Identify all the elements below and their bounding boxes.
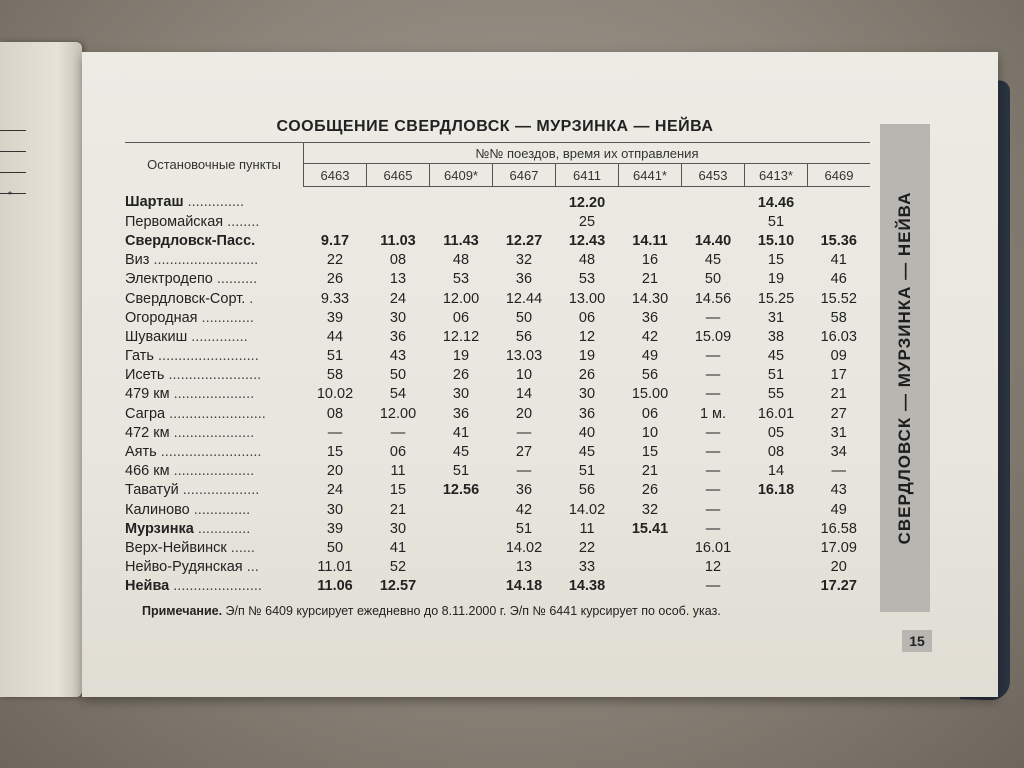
time-cell: 12.20 <box>568 194 606 211</box>
time-cell <box>430 212 493 231</box>
time-cell: — <box>705 367 721 384</box>
stop-name: Свердловск-Пасс. <box>125 232 256 249</box>
stop-name-cell <box>125 519 304 538</box>
time-cell: 51 <box>452 463 470 480</box>
time-cell: 13.03 <box>505 348 543 365</box>
time-cell: 34 <box>830 444 847 461</box>
time-cell: 50 <box>515 309 533 326</box>
time-cell: 15.00 <box>631 386 669 403</box>
time-cell: 14.02 <box>568 501 606 518</box>
stop-name-cell <box>125 212 304 231</box>
time-cell: 12 <box>578 328 596 345</box>
stop-name: Нейва <box>125 578 170 595</box>
table-row <box>125 500 870 519</box>
time-cell <box>493 187 556 213</box>
time-cell: 31 <box>830 424 847 441</box>
leader-dots: .................... <box>169 463 255 480</box>
time-cell: 41 <box>389 539 407 556</box>
leader-dots: .................... <box>169 386 255 403</box>
time-cell: 39 <box>326 309 344 326</box>
time-cell: 26 <box>578 367 596 384</box>
time-cell: 16 <box>641 252 659 269</box>
time-cell: — <box>705 348 721 365</box>
stop-name: Гать <box>125 348 154 365</box>
footnote-label: Примечание. <box>142 604 223 618</box>
time-cell: 20 <box>326 463 344 480</box>
table-row <box>125 327 870 346</box>
time-cell: 56 <box>515 328 533 345</box>
time-cell: 32 <box>641 501 659 518</box>
leader-dots: ........ <box>223 213 260 230</box>
stop-name-cell <box>125 442 304 461</box>
leader-dots: ... <box>242 559 259 576</box>
time-cell <box>745 519 808 538</box>
time-cell: 14.18 <box>505 578 543 595</box>
time-cell <box>619 538 682 557</box>
leader-dots: .......... <box>212 271 258 288</box>
leader-dots: ...................... <box>169 578 262 595</box>
stop-name-cell <box>125 385 304 404</box>
time-cell: 21 <box>830 386 847 403</box>
time-cell: 41 <box>452 424 470 441</box>
time-cell: 30 <box>389 309 407 326</box>
time-cell: 15 <box>389 482 407 499</box>
time-cell: 42 <box>641 328 659 345</box>
time-cell: 19 <box>767 271 785 288</box>
stop-name-cell <box>125 308 304 327</box>
time-cell: 50 <box>704 271 722 288</box>
leader-dots: ......................... <box>153 348 259 365</box>
side-tab <box>880 124 930 612</box>
table-row <box>125 442 870 461</box>
time-cell: 08 <box>326 405 344 422</box>
time-cell: 14.02 <box>505 539 543 556</box>
time-cell: — <box>705 463 721 480</box>
time-cell: 15.36 <box>820 232 857 249</box>
train-number: 6409* <box>430 164 493 187</box>
table-row <box>125 538 870 557</box>
time-cell: 14.56 <box>694 290 732 307</box>
time-cell: 17.09 <box>820 539 857 556</box>
table-row <box>125 481 870 500</box>
time-cell <box>745 500 808 519</box>
leader-dots: .......................... <box>149 252 259 269</box>
side-tab-label: СВЕРДЛОВСК — МУРЗИНКА — НЕЙВА <box>895 191 914 545</box>
time-cell: 51 <box>515 520 533 537</box>
time-cell: 15.25 <box>757 290 795 307</box>
time-cell: — <box>705 309 721 326</box>
time-cell: 46 <box>830 271 847 288</box>
table-row <box>125 423 870 442</box>
timetable-title: СООБЩЕНИЕ СВЕРДЛОВСК — МУРЗИНКА — НЕЙВА <box>276 118 714 135</box>
leader-dots: .............. <box>189 501 251 518</box>
stop-name-cell <box>125 327 304 346</box>
time-cell: 12.27 <box>505 232 543 249</box>
time-cell: 38 <box>767 328 785 345</box>
time-cell: 14.40 <box>694 232 732 249</box>
time-cell: 06 <box>641 405 659 422</box>
time-cell: 14.46 <box>757 194 795 211</box>
time-cell <box>430 187 493 213</box>
leader-dots: ......................... <box>156 444 262 461</box>
time-cell <box>367 212 430 231</box>
time-cell <box>682 212 745 231</box>
leader-dots: . <box>245 290 254 307</box>
time-cell: — <box>705 386 721 403</box>
time-cell: 1 м. <box>699 405 727 422</box>
time-cell <box>493 212 556 231</box>
time-cell: — <box>831 463 846 480</box>
time-cell: 26 <box>452 367 470 384</box>
stop-name-cell <box>125 347 304 366</box>
stop-name: Шувакиш <box>125 328 188 345</box>
time-cell: 16.03 <box>820 328 857 345</box>
time-cell: 36 <box>389 328 407 345</box>
time-cell: 13 <box>515 559 533 576</box>
train-number: 6413* <box>745 164 808 187</box>
header-row <box>125 143 870 164</box>
stop-name: Аять <box>125 444 157 461</box>
train-number: 6469 <box>808 164 871 187</box>
stop-name: Нейво-Рудянская <box>125 559 243 576</box>
time-cell: 14.30 <box>631 290 669 307</box>
time-cell: — <box>705 482 721 499</box>
time-cell: 20 <box>830 559 847 576</box>
time-cell: 56 <box>641 367 659 384</box>
time-cell <box>808 212 871 231</box>
time-cell: 21 <box>641 271 659 288</box>
stop-name: Огородная <box>125 309 198 326</box>
time-cell: 06 <box>389 444 407 461</box>
stop-name-cell <box>125 500 304 519</box>
time-cell: 12.00 <box>379 405 417 422</box>
time-cell: 56 <box>578 482 596 499</box>
time-cell: 51 <box>578 463 596 480</box>
stop-name: Электродепо <box>125 271 213 288</box>
time-cell: 9.17 <box>320 232 350 249</box>
time-cell: 32 <box>515 252 533 269</box>
time-cell: 31 <box>767 309 785 326</box>
train-number: 6467 <box>493 164 556 187</box>
table-row <box>125 251 870 270</box>
table-row <box>125 231 870 250</box>
timetable <box>125 142 870 596</box>
time-cell: 11.01 <box>317 559 353 576</box>
time-cell: 43 <box>830 482 847 499</box>
time-cell <box>430 500 493 519</box>
time-cell: — <box>705 520 721 537</box>
time-cell: 16.01 <box>757 405 795 422</box>
time-cell: 19 <box>578 348 596 365</box>
page-number: 15 <box>902 630 932 652</box>
stop-name-cell <box>125 481 304 500</box>
time-cell: 45 <box>578 444 596 461</box>
time-cell: 11.43 <box>443 232 479 249</box>
time-cell: 19 <box>452 348 470 365</box>
stop-name-cell <box>125 251 304 270</box>
time-cell: 42 <box>515 501 533 518</box>
leader-dots: ....................... <box>164 367 262 384</box>
time-cell <box>430 577 493 596</box>
table-row <box>125 187 870 213</box>
time-cell: 12.00 <box>442 290 480 307</box>
time-cell <box>619 187 682 213</box>
time-cell: 44 <box>326 328 344 345</box>
time-cell: 12.57 <box>379 578 417 595</box>
time-cell: — <box>705 501 721 518</box>
time-cell: 17.27 <box>820 578 857 595</box>
time-cell: 36 <box>452 405 470 422</box>
table-row <box>125 404 870 423</box>
time-cell <box>430 519 493 538</box>
time-cell: 45 <box>452 444 470 461</box>
time-cell: 26 <box>641 482 659 499</box>
time-cell: 21 <box>389 501 407 518</box>
table-row <box>125 519 870 538</box>
time-cell <box>745 538 808 557</box>
table-row <box>125 212 870 231</box>
stop-name: Шарташ <box>125 194 184 211</box>
time-cell: 11.03 <box>380 232 416 249</box>
train-number: 6465 <box>367 164 430 187</box>
time-cell: 22 <box>578 539 596 556</box>
time-cell <box>619 212 682 231</box>
leader-dots: ............. <box>193 520 251 537</box>
stop-name: Мурзинка <box>125 520 194 537</box>
time-cell: 21 <box>641 463 659 480</box>
stop-name-cell <box>125 558 304 577</box>
time-cell: 39 <box>326 520 344 537</box>
time-cell: — <box>705 424 721 441</box>
time-cell: 14.11 <box>632 232 668 249</box>
time-cell <box>745 558 808 577</box>
stop-name-cell <box>125 270 304 289</box>
time-cell: 43 <box>389 348 407 365</box>
time-cell <box>619 577 682 596</box>
time-cell <box>808 187 871 213</box>
time-cell <box>430 538 493 557</box>
time-cell: — <box>516 463 532 480</box>
time-cell: 55 <box>767 386 785 403</box>
time-cell: 49 <box>641 348 659 365</box>
left-page <box>0 42 82 697</box>
stop-name: Таватуй <box>125 482 179 499</box>
footnote <box>142 604 721 618</box>
leader-dots: ...... <box>226 539 255 556</box>
time-cell: 15.09 <box>694 328 732 345</box>
time-cell: 13.00 <box>568 290 606 307</box>
time-cell: 26 <box>326 271 344 288</box>
time-cell: — <box>390 424 406 441</box>
time-cell: 12.43 <box>568 232 606 249</box>
time-cell: 10 <box>641 424 659 441</box>
time-cell: 15.41 <box>631 520 669 537</box>
time-cell <box>304 187 367 213</box>
stop-name: Свердловск-Сорт. <box>125 290 246 307</box>
time-cell: 24 <box>389 290 407 307</box>
time-cell: — <box>327 424 343 441</box>
time-cell: 36 <box>515 482 533 499</box>
time-cell: 14.38 <box>568 578 606 595</box>
table-row <box>125 308 870 327</box>
stop-name: Калиново <box>125 501 190 518</box>
stop-name-cell <box>125 366 304 385</box>
stop-name: 479 км <box>125 386 170 403</box>
train-number: 6411 <box>556 164 619 187</box>
leader-dots: ............. <box>197 309 254 326</box>
time-cell: 08 <box>767 444 785 461</box>
train-number: 6463 <box>304 164 367 187</box>
table-row <box>125 289 870 308</box>
time-cell: 12 <box>704 559 722 576</box>
stop-name: Верх-Нейвинск <box>125 539 227 556</box>
time-cell <box>682 187 745 213</box>
time-cell: 50 <box>389 367 407 384</box>
time-cell: 30 <box>578 386 596 403</box>
time-cell: 16.01 <box>694 539 732 556</box>
left-page-mark: * <box>8 190 12 201</box>
train-number: 6441* <box>619 164 682 187</box>
time-cell <box>367 187 430 213</box>
time-cell: 53 <box>452 271 470 288</box>
time-cell: 45 <box>704 252 722 269</box>
time-cell: 27 <box>830 405 847 422</box>
time-cell: 25 <box>578 213 596 230</box>
time-cell: 11.06 <box>317 578 353 595</box>
time-cell: 9.33 <box>320 290 350 307</box>
time-cell: 06 <box>578 309 596 326</box>
time-cell: 48 <box>452 252 470 269</box>
time-cell: 12.56 <box>442 482 480 499</box>
time-cell: 16.18 <box>757 482 795 499</box>
time-cell: 22 <box>326 252 344 269</box>
table-row <box>125 385 870 404</box>
time-cell: 58 <box>326 367 344 384</box>
time-cell: 36 <box>515 271 533 288</box>
stop-name-cell <box>125 289 304 308</box>
stop-name-cell <box>125 404 304 423</box>
stop-name-cell <box>125 538 304 557</box>
time-cell: 16.58 <box>820 520 857 537</box>
time-cell: 53 <box>578 271 596 288</box>
time-cell: 51 <box>767 367 785 384</box>
time-cell: 48 <box>578 252 596 269</box>
time-cell: 40 <box>578 424 596 441</box>
time-cell: 41 <box>830 252 847 269</box>
table-row <box>125 270 870 289</box>
table-row <box>125 347 870 366</box>
time-cell: 30 <box>452 386 470 403</box>
time-cell: 06 <box>452 309 470 326</box>
time-cell: 15.52 <box>820 290 857 307</box>
time-cell: 51 <box>767 213 785 230</box>
time-cell: 15.10 <box>757 232 795 249</box>
stop-name-cell <box>125 462 304 481</box>
time-cell: 13 <box>389 271 407 288</box>
left-page-lines <box>0 130 26 214</box>
table-row <box>125 558 870 577</box>
time-cell: 52 <box>389 559 407 576</box>
stop-name: 466 км <box>125 463 170 480</box>
table-row <box>125 462 870 481</box>
time-cell <box>745 577 808 596</box>
stop-name: Первомайская <box>125 213 224 230</box>
time-cell: 08 <box>389 252 407 269</box>
time-cell: 54 <box>389 386 407 403</box>
timetable-body <box>125 187 870 596</box>
time-cell: 11 <box>579 520 595 537</box>
leader-dots: .............. <box>187 328 248 345</box>
time-cell: 20 <box>515 405 533 422</box>
time-cell: 33 <box>578 559 596 576</box>
time-cell: 10.02 <box>316 386 354 403</box>
time-cell <box>619 558 682 577</box>
time-cell: 24 <box>326 482 344 499</box>
table-row <box>125 577 870 596</box>
time-cell: 49 <box>830 501 847 518</box>
time-cell <box>430 558 493 577</box>
time-cell: 51 <box>326 348 344 365</box>
leader-dots: .................... <box>169 424 255 441</box>
time-cell: 15 <box>641 444 659 461</box>
time-cell: 12.12 <box>442 328 480 345</box>
stop-name-cell <box>125 231 304 250</box>
leader-dots: ........................ <box>165 405 266 422</box>
stop-name-cell <box>125 187 304 213</box>
time-cell: 30 <box>326 501 344 518</box>
time-cell: 17 <box>830 367 847 384</box>
time-cell: 05 <box>767 424 785 441</box>
time-cell: 27 <box>515 444 533 461</box>
time-cell: 36 <box>641 309 659 326</box>
time-cell: 45 <box>767 348 785 365</box>
time-cell: 10 <box>515 367 533 384</box>
stop-name: Виз <box>125 252 150 269</box>
time-cell: 14 <box>767 463 785 480</box>
time-cell: 30 <box>389 520 407 537</box>
trains-header: №№ поездов, время их отправления <box>304 143 871 164</box>
stops-header: Остановочные пункты <box>125 143 304 187</box>
stop-name-cell <box>125 577 304 596</box>
stop-name: Сагра <box>125 405 166 422</box>
train-number: 6453 <box>682 164 745 187</box>
time-cell: 15 <box>767 252 785 269</box>
stop-name: 472 км <box>125 424 170 441</box>
time-cell: 12.44 <box>505 290 543 307</box>
time-cell: 11 <box>390 463 406 480</box>
stop-name-cell <box>125 423 304 442</box>
leader-dots: ................... <box>178 482 260 499</box>
table-row <box>125 366 870 385</box>
footnote-text: Э/п № 6409 курсирует ежедневно до 8.11.2000 г. Э/п № 6441 курсирует по особ. указ. <box>222 604 721 618</box>
leader-dots: .............. <box>183 194 244 211</box>
time-cell: — <box>705 444 721 461</box>
time-cell: 15 <box>326 444 344 461</box>
time-cell: 50 <box>326 539 344 556</box>
time-cell: — <box>516 424 532 441</box>
stop-name: Исеть <box>125 367 165 384</box>
time-cell <box>304 212 367 231</box>
time-cell: 36 <box>578 405 596 422</box>
time-cell: 14 <box>515 386 533 403</box>
time-cell: 09 <box>830 348 847 365</box>
time-cell: 58 <box>830 309 847 326</box>
time-cell: — <box>705 578 721 595</box>
